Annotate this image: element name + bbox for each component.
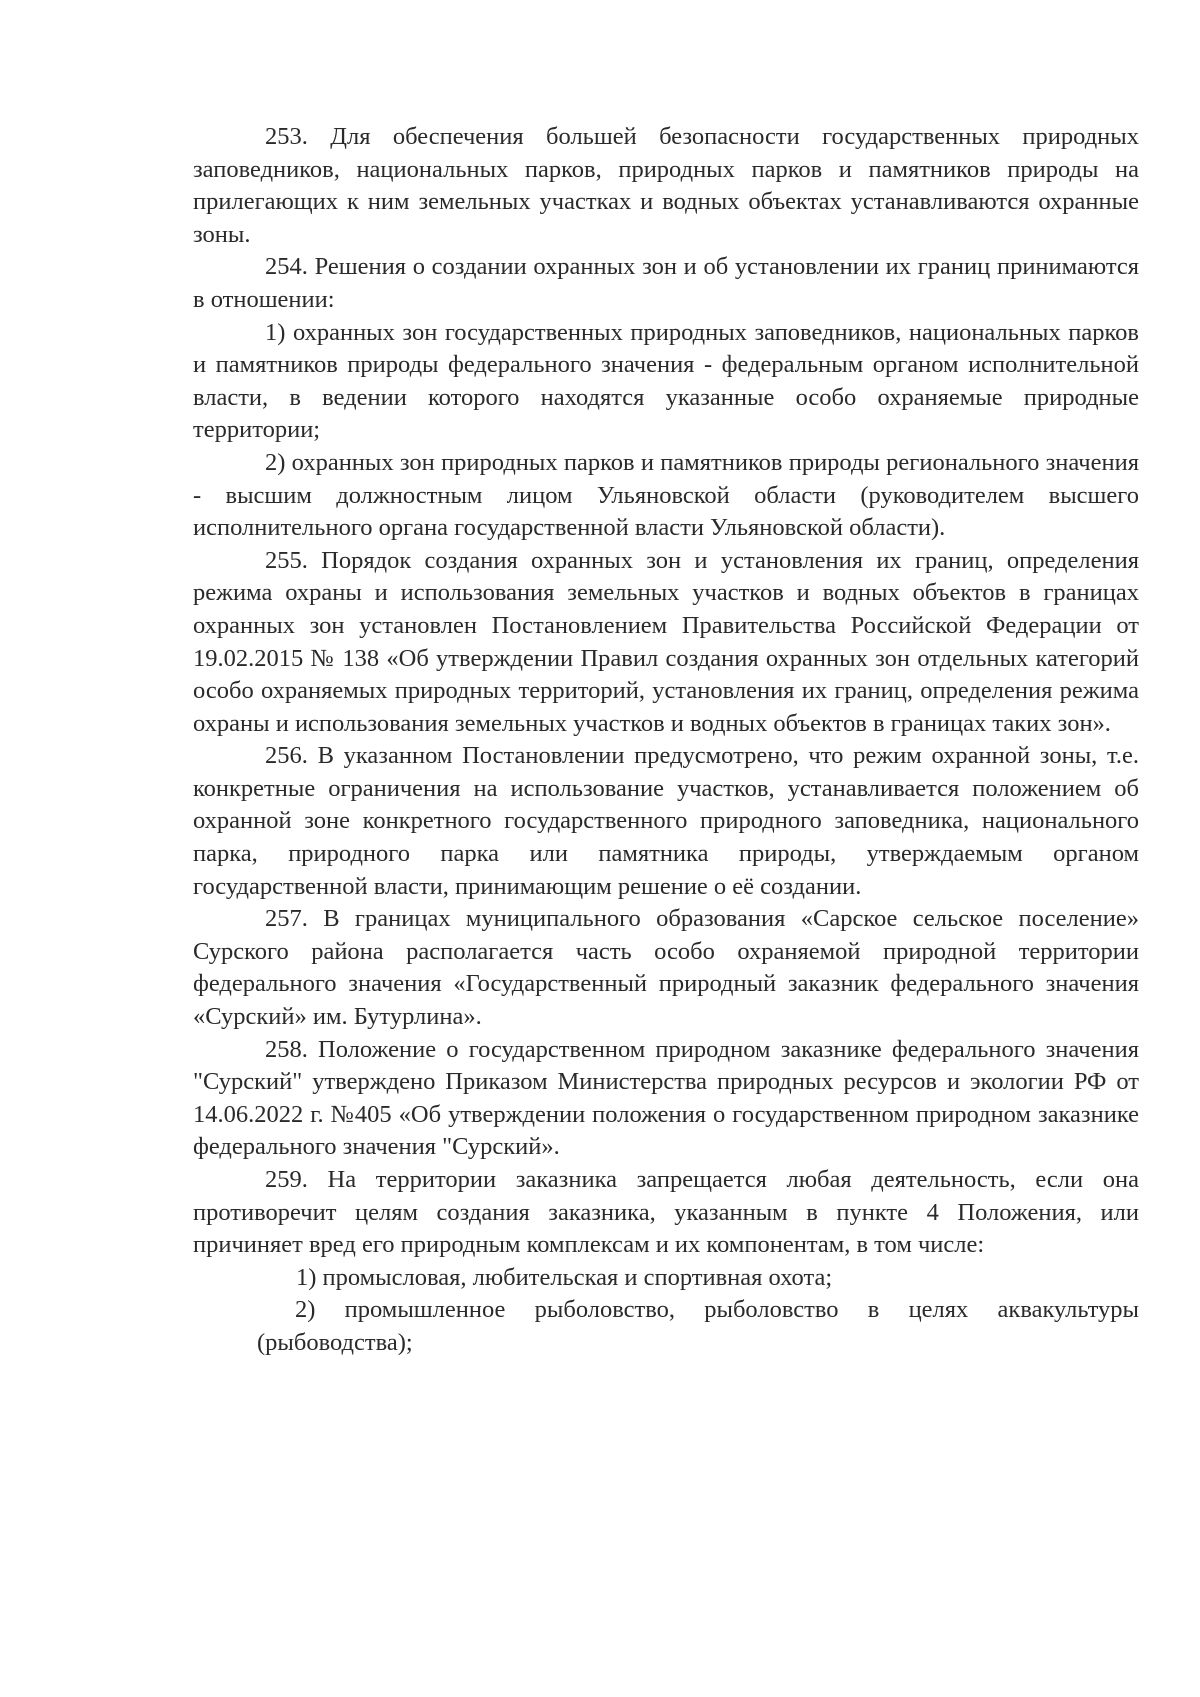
- paragraph-254-item-2: 2) охранных зон природных парков и памятников природы регионального значения - высшим должностным лицом Ульяновской области (руководителем высшего исполнительного органа государственной власти Ульяновской области).: [193, 448, 1139, 542]
- paragraph-255: 255. Порядок создания охранных зон и установления их границ, определения режима охраны и использования земельных участков и водных объектов в границах охранных зон установлен Постановлением Правительства Российской Федерации от 19.02.2015 № 138 «Об утверждении Правил создания охранных зон отдельных категорий особо охраняемых природных территорий, установления их границ, определения режима охраны и использования земельных участков и водных объектов в границах таких зон».: [193, 546, 1139, 737]
- paragraph-259-item-2: 2) промышленное рыболовство, рыболовство в целях аквакультуры (рыбоводства);: [257, 1296, 1139, 1356]
- paragraph-253: 253. Для обеспечения большей безопасности государственных природных заповедников, национальных парков, природных парков и памятников природы на прилегающих к ним земельных участках и водных объектах устанавливаются охранные зоны.: [193, 123, 1139, 248]
- paragraph-259: 259. На территории заказника запрещается любая деятельность, если она противоречит целям создания заказника, указанным в пункте 4 Положения, или причиняет вред его природным комплексам и их компонентам, в том числе:: [193, 1166, 1139, 1259]
- paragraph-256: 256. В указанном Постановлении предусмотрено, что режим охранной зоны, т.е. конкретные ограничения на использование участков, устанавливается положением об охранной зоне конкретного государственного природного заповедника, национального парка, природного парка или памятника природы, утверждаемым органом государственной власти, принимающим решение о её создании.: [193, 742, 1139, 900]
- paragraph-259-item-1: 1) промысловая, любительская и спортивная охота;: [296, 1263, 833, 1291]
- document-body: [193, 121, 1139, 1360]
- paragraph-254-item-1: 1) охранных зон государственных природных заповедников, национальных парков и памятников природы федерального значения - федеральным органом исполнительной власти, в ведении которого находятся указанные особо охраняемые природные территории;: [193, 318, 1139, 444]
- paragraph-258: 258. Положение о государственном природном заказнике федерального значения "Сурский" утверждено Приказом Министерства природных ресурсов и экологии РФ от 14.06.2022 г. №405 «Об утверждении положения о государственном природном заказнике федерального значения "Сурский».: [193, 1035, 1139, 1161]
- paragraph-254: 254. Решения о создании охранных зон и об установлении их границ принимаются в отношении:: [193, 253, 1139, 313]
- paragraph-257: 257. В границах муниципального образования «Сарское сельское поселение» Сурского района располагается часть особо охраняемой природной территории федерального значения «Государственный природный заказник федерального значения «Сурский» им. Бутурлина».: [193, 905, 1139, 1031]
